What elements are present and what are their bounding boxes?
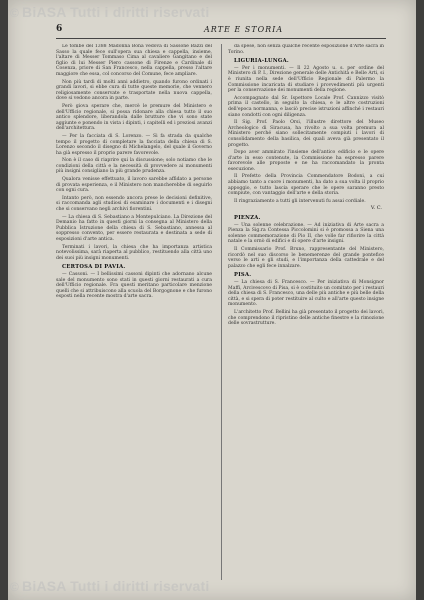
- paragraph: Non più tardi di molti anni addietro, quando furono ordinati i grandi lavori, si ebbe cura di tutte queste memorie, che vennero religiosamente conservate e trasportate nella nuova cappella, dove si vedono ancora in parte.: [56, 79, 212, 102]
- paragraph: Qualora venisse effettuato, il lavoro sarebbe affidato a persone di provata esperienza, e il Ministero non mancherebbe di seguirlo con ogni cura.: [56, 177, 212, 194]
- column-divider: [221, 44, 222, 580]
- paragraph: — Una solenne celebrazione. — Ad iniziativa di Arte sacra a Pienza la Sig.ra Contessa Piccolomini si è promossa a Siena una solenne commemorazione di Pio II, che volle far rifiorire la città natale e la ornò di edifici e di opere d'arte insigni.: [228, 222, 384, 245]
- document-page: [8, 0, 416, 600]
- paragraph: Intanto però, non essendo ancora prese le decisioni definitive, si raccomanda agli studiosi di esaminare i documenti e i disegni che si conservano negli archivi fiorentini.: [56, 195, 212, 213]
- copyright-icon: ©: [10, 6, 20, 20]
- paragraph: — Per la facciata di S. Lorenzo. — Si fa strada da qualche tempo il progetto di completare la facciata della chiesa di S. Lorenzo secondo il disegno di Michelangelo, del quale il Governo ha già espresso il proprio parere favorevole.: [56, 133, 212, 156]
- section-heading: CERTOSA DI PAVIA.: [62, 264, 126, 271]
- paragraph: Accompagnato dal Sr. Ispettore Locale Prof. Cannizzo visitò prima il castello, in seguito la chiesa, e le altre costruzioni dell'epoca normanna, e lasciò precise istruzioni affinché i restauri siano condotti con ogni diligenza.: [228, 95, 384, 118]
- paragraph: — La chiesa di S. Francesco. — Per iniziativa di Monsignor Maffi, Arcivescovo di Pisa, si è costituito un comitato per i restauri della chiesa di S. Francesco, una delle più antiche e più belle della città, e si spera di poter restituire al culto e all'arte questo insigne monumento.: [228, 279, 384, 308]
- signature: V. C.: [370, 205, 382, 212]
- paragraph: Dopo aver ammirato l'insieme dell'antico edificio e le opere d'arte in esso contenute, la Commissione ha espresso parere favorevole alle proposte e ne ha raccomandato la pronta esecuzione.: [228, 150, 384, 172]
- paragraph: Però giova sperare che, mercè le premure del Ministero e dell'Ufficio regionale, si possa ridonare alla chiesa tutto il suo antico splendore, liberandola dalle brutture che vi sono state aggiunte e ponendo in vista i dipinti, i capitelli ed i preziosi avanzi dell'architettura.: [56, 103, 212, 132]
- section-heading: PIENZA.: [234, 215, 261, 222]
- paragraph: Il Commissario Prof. Bruno, rappresentante del Ministero, ricordò nel suo discorso le benemerenze del grande pontefice verso le arti e gli studi, e l'importanza della cattedrale e del palazzo che egli fece innalzare.: [228, 247, 384, 269]
- copyright-icon: ©: [10, 580, 20, 594]
- left-column: [56, 44, 212, 580]
- paragraph: da spese, non senza qualche recente esposizione d'Arte sacra in Torino.: [228, 44, 384, 55]
- paragraph: Il ringraziamento a tutti gli intervenuti fu assai cordiale.: [234, 198, 366, 204]
- watermark-bottom: [10, 578, 210, 594]
- page-number: 6: [56, 24, 63, 34]
- paragraph: — Cassoni. — I bellissimi cassoni dipinti che adornano alcune sale del monumento sono stati in questi giorni restaurati a cura dell'Ufficio regionale. Fra questi meritano particolare menzione quelli che si attribuiscono alla scuola del Borgognone e che furono esposti nella recente mostra d'arte sacra.: [56, 271, 212, 300]
- watermark-text: BiASA Tutti i diritti riservati: [22, 4, 210, 20]
- running-title: ARTE E STORIA: [204, 25, 284, 34]
- section-heading: PISA.: [234, 272, 252, 279]
- paragraph: Il Prefetto della Provincia Commendatore Bodoni, a cui abbiamo tanto a cuore i monumenti, ha dato a sua volta il proprio appoggio, e tutto lascia sperare che le opere saranno presto compiute, con vantaggio dell'arte e della storia.: [228, 174, 384, 197]
- right-column: [228, 44, 384, 580]
- paragraph: Terminati i lavori, la chiesa che ha importanza artistica notevolissima, sarà riaperta al pubblico, restituendo alla città uno dei suoi più insigni monumenti.: [56, 244, 212, 261]
- paragraph: Il Sig. Prof. Paolo Orsi, l'illustre direttore del Museo Archeologico di Siracusa, ha rivolto a sua volta premura al Ministero perché siano sollecitamente compiuti i lavori di consolidamento della basilica, dei quali aveva già presentato il progetto.: [228, 120, 384, 148]
- page-header: [56, 24, 386, 39]
- paragraph: Le tombe del 1388 Madonna Bona vedova di Sassone Bazzi del Sasso la quale fece sull'opera sua chiesa e cappella, insieme, l'altare di Messer Tommaso Cima al cavaliere Gangitano e del figlio di lui Messer Piero cassone di Firenze e Cardinale di Cosenza, priore di San Francesco, nella cappella, presso l'altare maggiore che essa, col concorso del Comune, fece ampliare.: [56, 44, 212, 77]
- paragraph: — Per i monumenti. — Il 22 Agosto u. s. per ordine del Ministero di P. I., Direzione generale delle Antichità e Belle Arti, si è riunita nella sede dell'Ufficio Regionale di Palermo la Commissione incaricata di studiare i provvedimenti più urgenti per la conservazione dei monumenti della regione.: [228, 65, 384, 94]
- paragraph: — La chiesa di S. Sebastiano a Montepulciano. La Direzione del Demanio ha fatto in questi giorni la consegna al Ministero della Pubblica Istruzione della chiesa di S. Sebastiano, annessa al soppresso convento, per essere restaurata e destinata a sede di esposizioni d'arte antica.: [56, 214, 212, 242]
- watermark-top: [10, 4, 210, 20]
- paragraph: L'architetto Prof. Bellini ha già presentato il progetto dei lavori, che comprendono il ripristino delle antiche finestre e la rimozione delle sovrastrutture.: [228, 309, 384, 327]
- section-heading: LIGURIA-LUNGA.: [234, 58, 290, 65]
- watermark-text: BiASA Tutti i diritti riservati: [22, 578, 210, 594]
- paragraph: Non è il caso di riaprire qui la discussione; solo notiamo che le condizioni della città e la necessità di provvedere ai monumenti più insigni consigliano la più grande prudenza.: [56, 158, 212, 175]
